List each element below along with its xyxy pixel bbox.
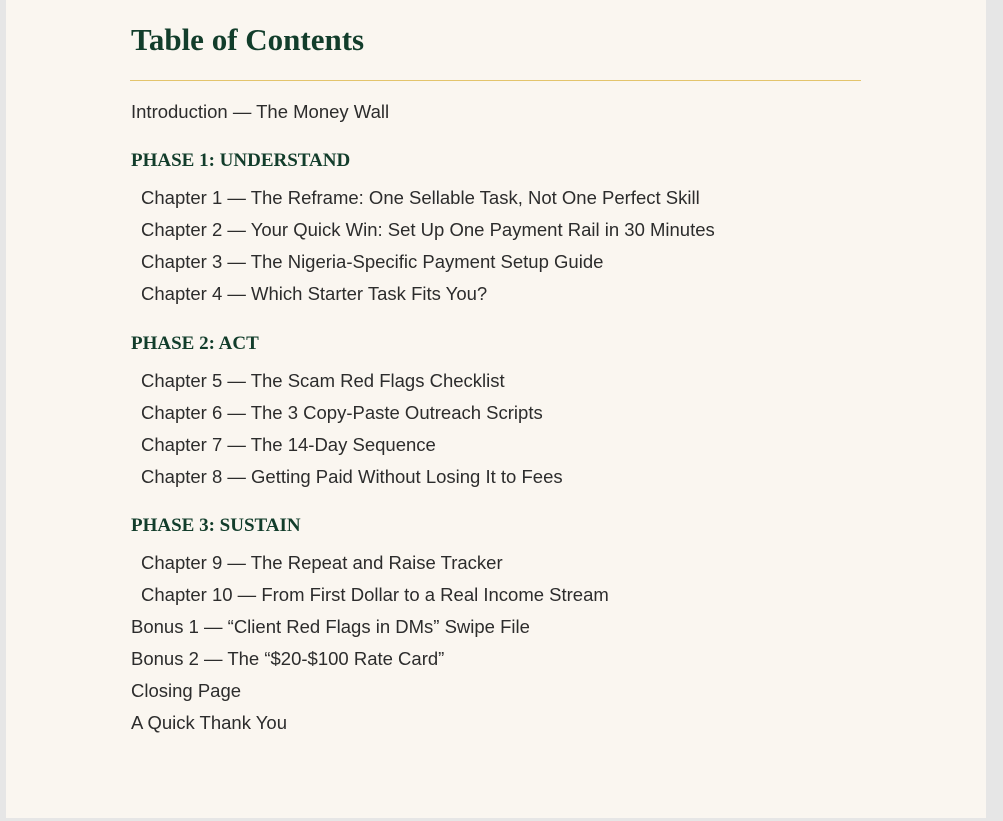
toc-entry-chapter-2[interactable]: Chapter 2 — Your Quick Win: Set Up One Payment Rail in 30 Minutes: [141, 219, 715, 240]
toc-entry-bonus-1[interactable]: Bonus 1 — “Client Red Flags in DMs” Swipe File: [131, 616, 530, 637]
toc-entry-thank-you[interactable]: A Quick Thank You: [131, 712, 287, 733]
title-divider: [130, 80, 861, 81]
toc-entry-chapter-9[interactable]: Chapter 9 — The Repeat and Raise Tracker: [141, 552, 503, 573]
phase-heading-2: PHASE 2: ACT: [131, 333, 259, 354]
toc-entry-chapter-6[interactable]: Chapter 6 — The 3 Copy-Paste Outreach Scripts: [141, 402, 543, 423]
toc-entry-introduction[interactable]: Introduction — The Money Wall: [131, 101, 390, 122]
phase-heading-1: PHASE 1: UNDERSTAND: [131, 150, 351, 171]
toc-entry-chapter-3[interactable]: Chapter 3 — The Nigeria-Specific Payment Setup Guide: [141, 251, 604, 272]
toc-entry-bonus-2[interactable]: Bonus 2 — The “$20-$100 Rate Card”: [131, 648, 445, 669]
phase-heading-3: PHASE 3: SUSTAIN: [131, 515, 301, 536]
document-page: [6, 0, 986, 818]
toc-entry-chapter-10[interactable]: Chapter 10 — From First Dollar to a Real Income Stream: [141, 584, 609, 605]
toc-entry-chapter-7[interactable]: Chapter 7 — The 14-Day Sequence: [141, 434, 436, 455]
page-title: Table of Contents: [131, 22, 365, 57]
toc-entry-chapter-1[interactable]: Chapter 1 — The Reframe: One Sellable Task, Not One Perfect Skill: [141, 187, 700, 208]
toc-entry-closing-page[interactable]: Closing Page: [131, 680, 242, 701]
toc-entry-chapter-8[interactable]: Chapter 8 — Getting Paid Without Losing It to Fees: [141, 466, 563, 487]
toc-entry-chapter-4[interactable]: Chapter 4 — Which Starter Task Fits You?: [141, 283, 488, 304]
toc-entry-chapter-5[interactable]: Chapter 5 — The Scam Red Flags Checklist: [141, 370, 505, 391]
